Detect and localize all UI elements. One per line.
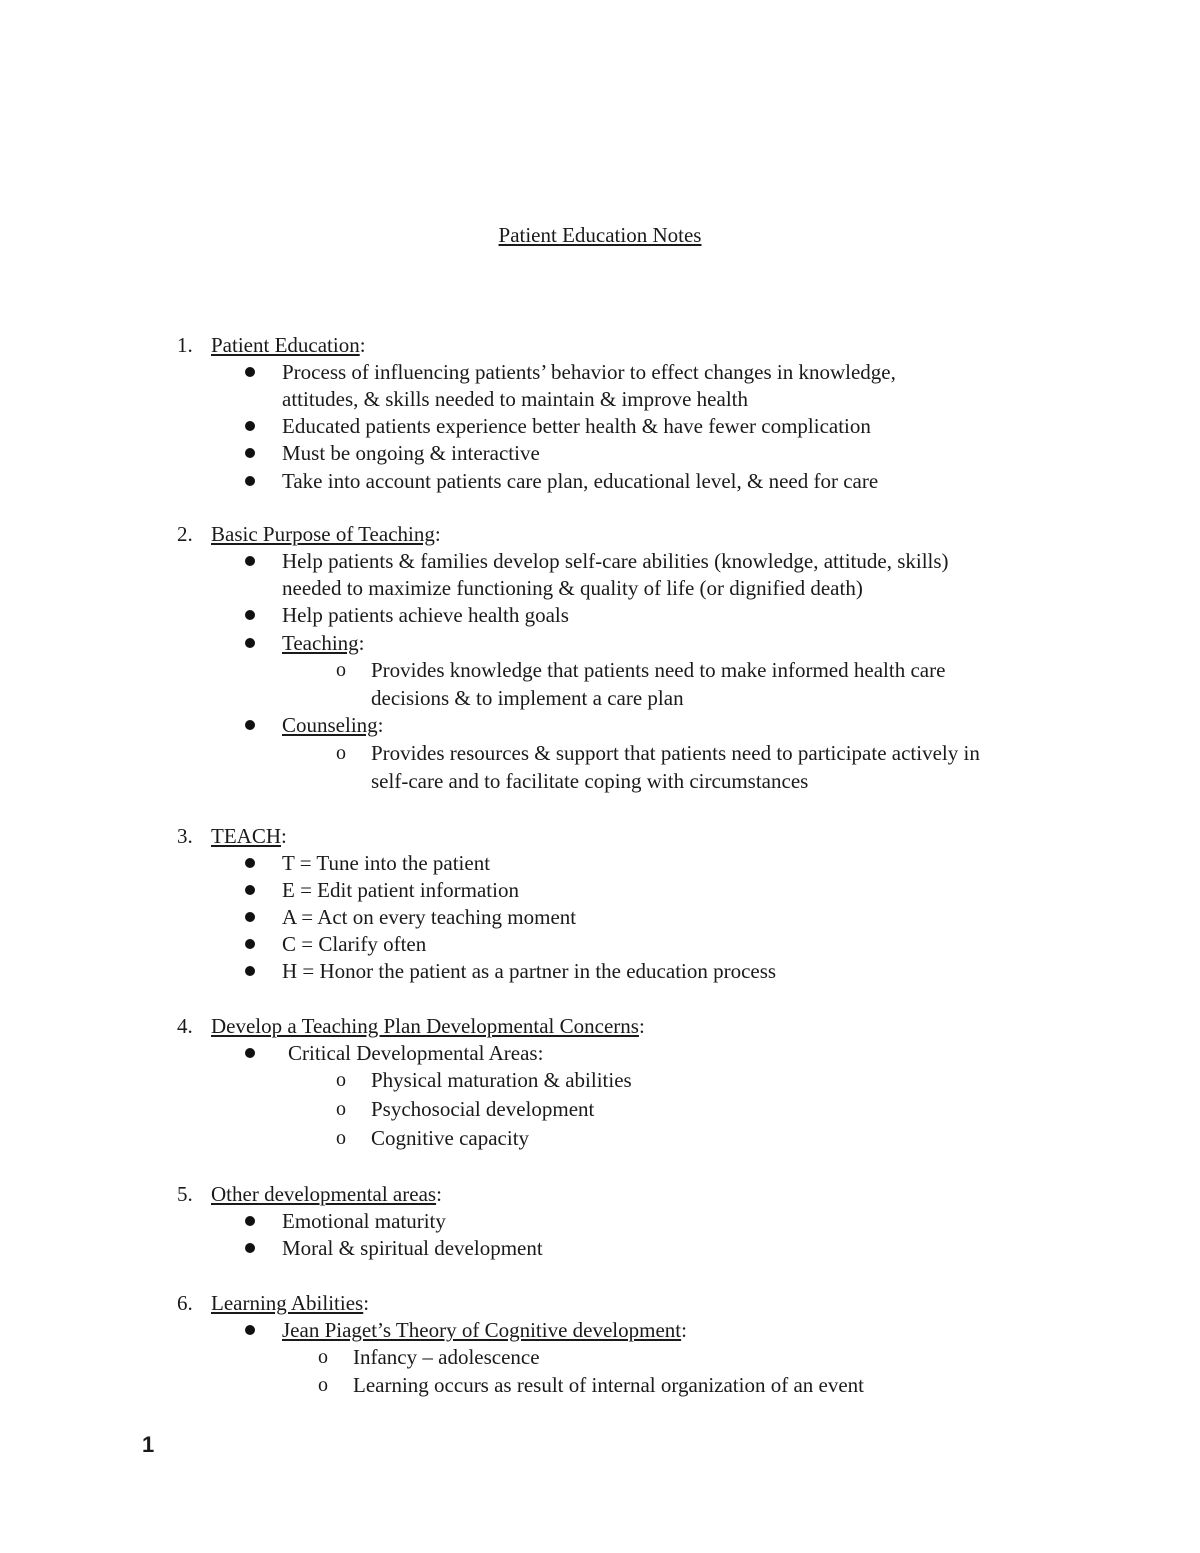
- section-heading: Develop a Teaching Plan Developmental Concerns:: [211, 1014, 645, 1038]
- list-item: Jean Piaget’s Theory of Cognitive development:: [282, 1318, 687, 1342]
- sub-list-item: Provides knowledge that patients need to make informed health care: [371, 658, 946, 682]
- sub-list-item-continuation: decisions & to implement a care plan: [371, 686, 684, 710]
- list-item: C = Clarify often: [282, 932, 427, 956]
- section-heading: Basic Purpose of Teaching:: [211, 522, 441, 546]
- bullet-icon: [245, 939, 255, 949]
- section-heading: Learning Abilities:: [211, 1291, 370, 1315]
- sub-bullet-icon: o: [318, 1374, 328, 1396]
- sub-list-item: Cognitive capacity: [371, 1126, 530, 1150]
- sub-bullet-icon: o: [336, 742, 346, 764]
- bullet-icon: [245, 610, 255, 620]
- sub-list-item: Learning occurs as result of internal organization of an event: [353, 1373, 865, 1397]
- list-item-continuation: attitudes, & skills needed to maintain & improve health: [282, 387, 748, 411]
- sub-list-item-continuation: self-care and to facilitate coping with circumstances: [371, 769, 809, 793]
- list-item: Teaching:: [282, 631, 365, 655]
- sub-bullet-icon: o: [336, 659, 346, 681]
- sub-list-item: Physical maturation & abilities: [371, 1068, 632, 1092]
- list-item: T = Tune into the patient: [282, 851, 491, 875]
- list-item: E = Edit patient information: [282, 878, 519, 902]
- section-number: 3.: [177, 824, 193, 848]
- bullet-icon: [245, 638, 255, 648]
- bullet-icon: [245, 720, 255, 730]
- page-title: Patient Education Notes: [498, 223, 702, 247]
- list-item: Help patients achieve health goals: [282, 603, 569, 627]
- list-item: Emotional maturity: [282, 1209, 446, 1233]
- bullet-icon: [245, 476, 255, 486]
- section-heading: Other developmental areas:: [211, 1182, 442, 1206]
- bullet-icon: [245, 448, 255, 458]
- list-item: Must be ongoing & interactive: [282, 441, 540, 465]
- list-item: Critical Developmental Areas:: [288, 1041, 544, 1065]
- list-item: Process of influencing patients’ behavior to effect changes in knowledge,: [282, 360, 896, 384]
- bullet-icon: [245, 912, 255, 922]
- section-number: 5.: [177, 1182, 193, 1206]
- bullet-icon: [245, 556, 255, 566]
- section-number: 4.: [177, 1014, 193, 1038]
- list-item: Moral & spiritual development: [282, 1236, 543, 1260]
- section-heading: TEACH:: [211, 824, 287, 848]
- sub-bullet-icon: o: [318, 1346, 328, 1368]
- bullet-icon: [245, 421, 255, 431]
- section-number: 1.: [177, 333, 193, 357]
- section-number: 6.: [177, 1291, 193, 1315]
- sub-list-item: Provides resources & support that patients need to participate actively in: [371, 741, 980, 765]
- bullet-icon: [245, 1048, 255, 1058]
- bullet-icon: [245, 858, 255, 868]
- bullet-icon: [245, 1216, 255, 1226]
- list-item: Counseling:: [282, 713, 384, 737]
- bullet-icon: [245, 885, 255, 895]
- list-item: H = Honor the patient as a partner in the education process: [282, 959, 777, 983]
- sub-bullet-icon: o: [336, 1069, 346, 1091]
- bullet-icon: [245, 1243, 255, 1253]
- list-item: A = Act on every teaching moment: [282, 905, 577, 929]
- section-heading: Patient Education:: [211, 333, 366, 357]
- list-item-continuation: needed to maximize functioning & quality of life (or dignified death): [282, 576, 863, 600]
- sub-list-item: Psychosocial development: [371, 1097, 595, 1121]
- sub-list-item: Infancy – adolescence: [353, 1345, 540, 1369]
- list-item: Educated patients experience better health & have fewer complication: [282, 414, 871, 438]
- page-number: 1: [142, 1432, 155, 1457]
- list-item: Take into account patients care plan, educational level, & need for care: [282, 469, 879, 493]
- list-item: Help patients & families develop self-care abilities (knowledge, attitude, skills): [282, 549, 949, 573]
- sub-bullet-icon: o: [336, 1127, 346, 1149]
- section-number: 2.: [177, 522, 193, 546]
- sub-bullet-icon: o: [336, 1098, 346, 1120]
- bullet-icon: [245, 966, 255, 976]
- bullet-icon: [245, 1325, 255, 1335]
- bullet-icon: [245, 367, 255, 377]
